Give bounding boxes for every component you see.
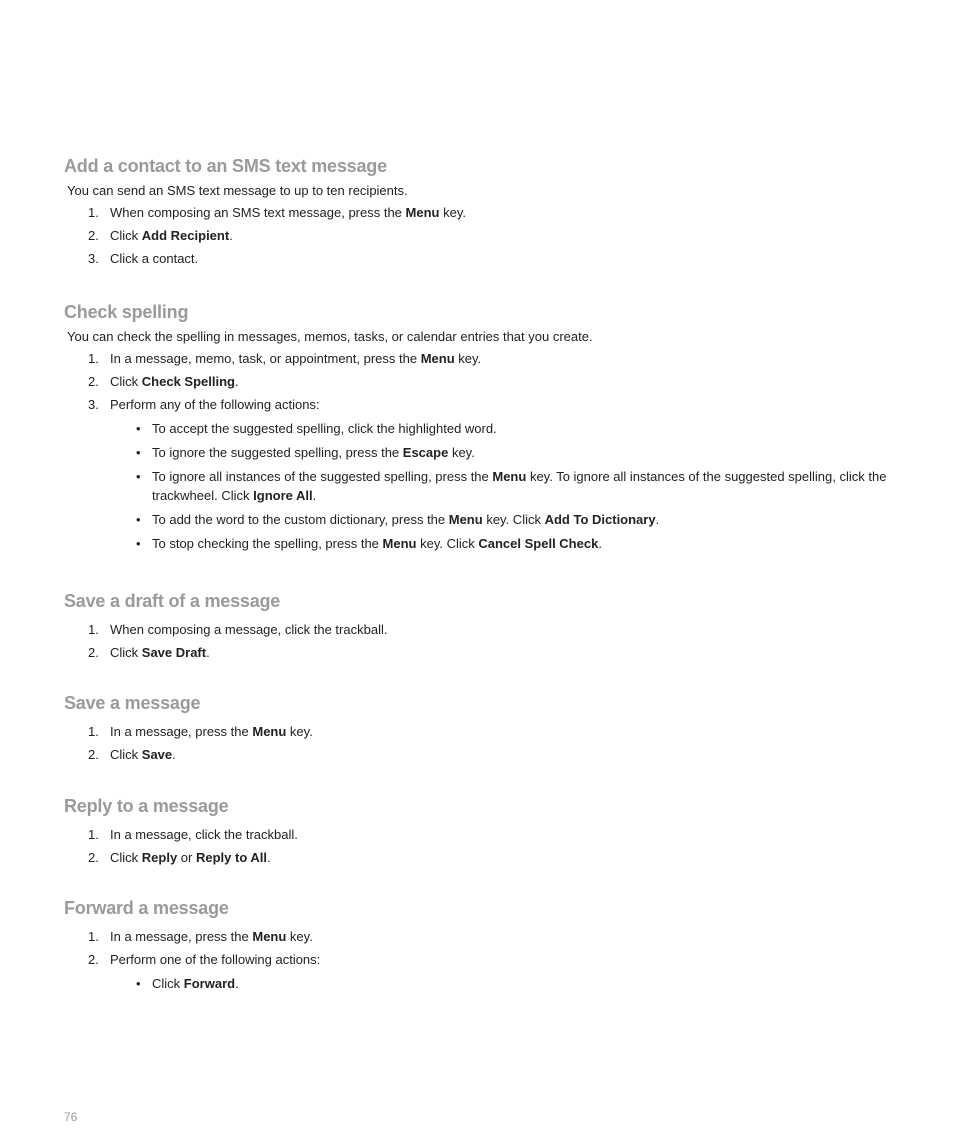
step-item [64, 250, 904, 268]
step-list [64, 826, 904, 867]
text-run: In a message, memo, task, or appointment, press the [110, 351, 421, 366]
bullet-item [64, 467, 894, 505]
step-list [64, 350, 904, 553]
text-run: To stop checking the spelling, press the [152, 536, 383, 551]
step-item [64, 373, 904, 391]
text-run: . [267, 850, 271, 865]
text-run: Click [152, 976, 184, 991]
step-text [110, 645, 210, 660]
step-item [64, 951, 904, 993]
step-list [64, 204, 904, 268]
bullet-item [64, 510, 894, 529]
step-number: 2. [88, 374, 99, 389]
bullet-item [64, 974, 894, 993]
ui-term: Save Draft [141, 645, 207, 660]
step-item [64, 826, 904, 844]
ui-term: Menu [252, 724, 287, 739]
step-number: 1. [88, 351, 99, 366]
step-number: 2. [88, 850, 99, 865]
step-number: 1. [88, 205, 99, 220]
bullet-text [152, 512, 659, 527]
section-heading: Forward a message [64, 898, 229, 918]
text-run: . [598, 536, 602, 551]
bullet-list [64, 419, 904, 553]
text-run: Click [110, 228, 142, 243]
section-forward-message [64, 896, 904, 998]
section-check-spelling [64, 300, 904, 558]
ui-term: Check Spelling [141, 374, 235, 389]
text-run: key. [286, 929, 313, 944]
text-run: When composing a message, click the trackball. [110, 622, 388, 637]
text-run: key. Click [482, 512, 545, 527]
bullet-text [152, 421, 497, 436]
bullet-dot-icon: • [136, 976, 141, 991]
text-run: To add the word to the custom dictionary, press the [152, 512, 449, 527]
step-item [64, 204, 904, 222]
bullet-text [152, 976, 239, 991]
step-item [64, 350, 904, 368]
section-heading: Add a contact to an SMS text message [64, 156, 387, 176]
ui-term: Menu [405, 205, 440, 220]
text-run: . [312, 488, 317, 503]
text-run: In a message, press the [110, 724, 253, 739]
step-number: 2. [88, 952, 99, 967]
bullet-item [64, 443, 894, 462]
text-run: In a message, press the [110, 929, 253, 944]
bullet-text [152, 469, 886, 503]
text-run: . [655, 512, 660, 527]
step-text [110, 724, 313, 739]
bullet-list [64, 974, 904, 993]
text-run: To accept the suggested spelling, click the highlighted word. [152, 421, 497, 436]
bullet-dot-icon: • [136, 469, 141, 484]
ui-term: Menu [252, 929, 287, 944]
step-item [64, 227, 904, 245]
ui-term: Menu [420, 351, 455, 366]
step-text [110, 622, 387, 637]
step-text [110, 850, 271, 865]
text-run: key. [448, 445, 475, 460]
ui-term: Reply to All [195, 850, 268, 865]
text-run: key. [286, 724, 313, 739]
step-text [110, 929, 313, 944]
bullet-item [64, 534, 894, 553]
text-run: or [177, 850, 196, 865]
section-intro: You can check the spelling in messages, memos, tasks, or calendar entries that you create. [67, 329, 593, 344]
step-text [110, 351, 481, 366]
ui-term: Cancel Spell Check [478, 536, 599, 551]
text-run: To ignore the suggested spelling, press the [152, 445, 403, 460]
step-number: 3. [88, 397, 99, 412]
step-list [64, 621, 904, 662]
ui-term: Add Recipient [141, 228, 230, 243]
step-text [110, 747, 176, 762]
step-number: 2. [88, 645, 99, 660]
section-heading: Save a message [64, 693, 201, 713]
text-run: Click [110, 850, 142, 865]
step-item [64, 849, 904, 867]
section-intro: You can send an SMS text message to up to ten recipients. [67, 183, 408, 198]
text-run: key. To ignore all instances of the suggested spelling, click the trackwheel. Click [152, 469, 887, 503]
text-run: . [229, 228, 233, 243]
step-item [64, 644, 904, 662]
step-number: 2. [88, 228, 99, 243]
step-number: 1. [88, 929, 99, 944]
section-heading: Check spelling [64, 302, 189, 322]
bullet-dot-icon: • [136, 445, 141, 460]
bullet-item [64, 419, 894, 438]
text-run: Click [110, 374, 142, 389]
step-text [110, 374, 239, 389]
step-list [64, 928, 904, 993]
text-run: Perform any of the following actions: [110, 397, 320, 412]
ui-term: Add To Dictionary [544, 512, 656, 527]
ui-term: Ignore All [253, 488, 313, 503]
step-text [110, 228, 233, 243]
step-number: 2. [88, 747, 99, 762]
step-list [64, 723, 904, 764]
step-number: 3. [88, 251, 99, 266]
step-number: 1. [88, 827, 99, 842]
step-text [110, 251, 198, 266]
text-run: Click [110, 747, 142, 762]
text-run: key. Click [416, 536, 479, 551]
text-run: . [172, 747, 176, 762]
text-run: Click [110, 645, 142, 660]
bullet-text [152, 445, 475, 460]
bullet-dot-icon: • [136, 421, 141, 436]
section-save-draft [64, 589, 904, 667]
text-run: To ignore all instances of the suggested spelling, press the [152, 469, 493, 484]
step-item [64, 396, 904, 553]
bullet-dot-icon: • [136, 512, 141, 527]
ui-term: Menu [382, 536, 417, 551]
page-number: 76 [64, 1110, 78, 1124]
text-run: When composing an SMS text message, press the [110, 205, 406, 220]
ui-term: Escape [402, 445, 449, 460]
step-item [64, 928, 904, 946]
step-text [110, 827, 298, 842]
step-item [64, 746, 904, 764]
step-text [110, 205, 466, 220]
step-number: 1. [88, 622, 99, 637]
bullet-dot-icon: • [136, 536, 141, 551]
section-heading: Reply to a message [64, 796, 229, 816]
step-item [64, 723, 904, 741]
text-run: . [235, 976, 239, 991]
ui-term: Reply [141, 850, 178, 865]
section-reply-message [64, 794, 904, 872]
text-run: . [206, 645, 210, 660]
step-item [64, 621, 904, 639]
text-run: Perform one of the following actions: [110, 952, 321, 967]
section-save-message [64, 691, 904, 769]
section-heading: Save a draft of a message [64, 591, 281, 611]
ui-term: Save [141, 747, 173, 762]
text-run: Click a contact. [110, 251, 199, 266]
text-run: key. [454, 351, 482, 366]
step-text [110, 952, 320, 967]
step-text [110, 397, 320, 412]
text-run: . [234, 374, 239, 389]
text-run: In a message, click the trackball. [110, 827, 298, 842]
ui-term: Menu [492, 469, 527, 484]
bullet-text [152, 536, 602, 551]
ui-term: Forward [183, 976, 236, 991]
text-run: key. [439, 205, 466, 220]
section-add-contact-sms [64, 154, 904, 273]
ui-term: Menu [448, 512, 483, 527]
step-number: 1. [88, 724, 99, 739]
